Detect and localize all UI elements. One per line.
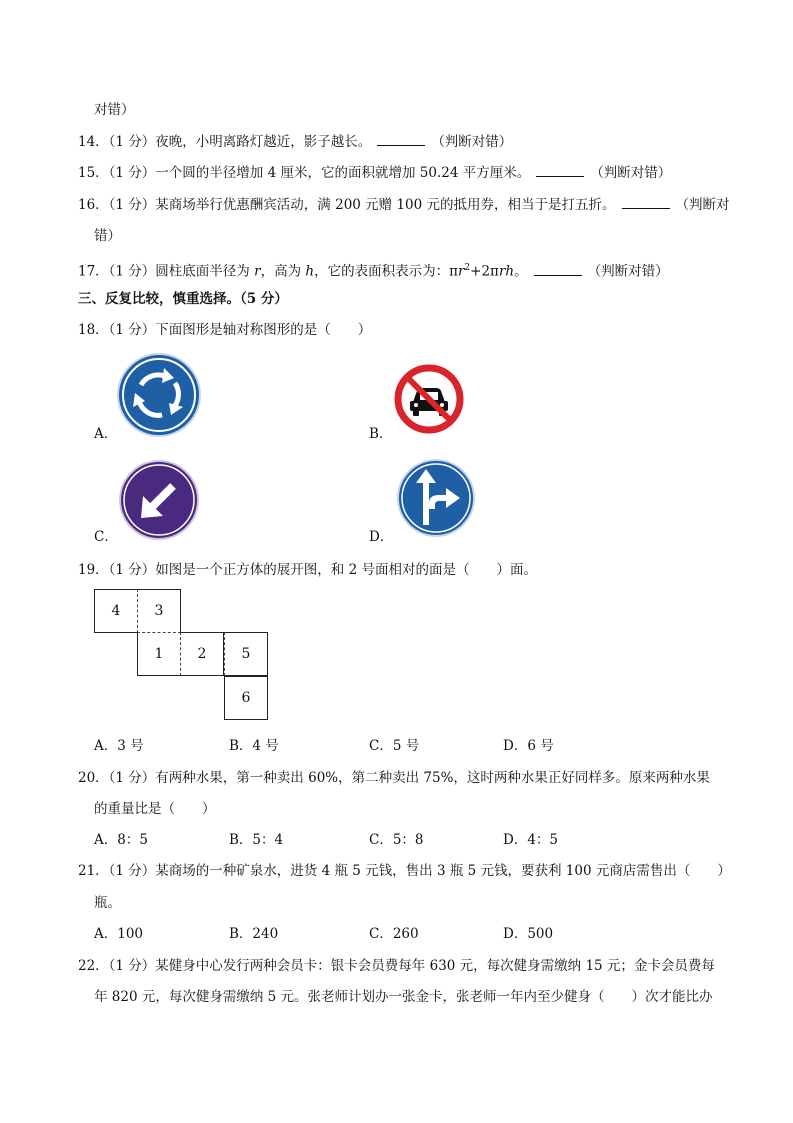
q21-option-c[interactable]: C．260 [369, 926, 419, 942]
q21-option-b[interactable]: B．240 [229, 926, 279, 942]
q17-text-mid1: ，高为 [260, 263, 306, 280]
question-20-line2: 的重量比是（ ） [94, 801, 216, 817]
q19-option-d[interactable]: D．6 号 [503, 738, 554, 754]
question-17 [78, 259, 669, 281]
q18-option-d[interactable]: D． [369, 529, 394, 545]
q17-text: 17．（1 分）圆柱底面半径为 [78, 263, 255, 280]
q20-option-c[interactable]: C．5：8 [369, 832, 424, 848]
q18-option-c[interactable]: C． [94, 529, 118, 545]
net-face-5: 5 [224, 632, 268, 676]
q14-suffix: （判断对错） [431, 134, 513, 150]
q21-option-d[interactable]: D．500 [503, 926, 554, 942]
net-face-6: 6 [224, 676, 268, 720]
q17-plus: +2π [470, 263, 499, 280]
q17-var-h: h [305, 263, 315, 280]
q14-text: 14．（1 分）夜晚，小明离路灯越近，影子越长。 [78, 134, 372, 150]
question-15 [78, 164, 671, 182]
question-16 [78, 196, 730, 214]
q19-option-c[interactable]: C．5 号 [369, 738, 420, 754]
question-14 [78, 133, 512, 151]
q16-answer-blank[interactable] [622, 196, 670, 209]
net-face-4: 4 [94, 589, 138, 633]
q17-var-r: r [254, 263, 261, 280]
roundabout-sign-icon [117, 353, 201, 441]
keep-left-arrow-sign-icon [119, 460, 199, 544]
q17-suffix: （判断对错） [587, 263, 669, 280]
net-face-1: 1 [137, 632, 181, 676]
q16-text: 16．（1 分）某商场举行优惠酬宾活动，满 200 元赠 100 元的抵用券，相当于是打五折。 [78, 197, 616, 213]
q15-answer-blank[interactable] [536, 164, 584, 177]
question-18: 18．（1 分）下面图形是轴对称图形的是（ ） [78, 322, 372, 338]
no-cars-sign-icon [394, 364, 464, 438]
question-21-line1: 21．（1 分）某商场的一种矿泉水，进货 4 瓶 5 元钱，售出 3 瓶 5 元钱，要获利 100 元商店需售出（ ） [78, 863, 731, 879]
question-19: 19．（1 分）如图是一个正方体的展开图，和 2 号面相对的面是（ ）面。 [78, 562, 537, 578]
q18-option-b[interactable]: B． [369, 426, 393, 442]
q17-var-r2: r [457, 263, 465, 280]
section-3-heading: 三、反复比较，慎重选择。（5 分） [78, 291, 288, 307]
question-22-line2: 年 820 元，每次健身需缴纳 5 元。张老师计划办一张金卡，张老师一年内至少健身（ ）次才能比办 [94, 989, 713, 1005]
q17-var-rh: rh [498, 263, 515, 280]
q21-option-a[interactable]: A．100 [94, 926, 144, 942]
net-face-3: 3 [137, 589, 181, 633]
q16-suffix: （判断对 [675, 197, 730, 213]
q17-exponent: 2 [464, 263, 471, 273]
q17-text-mid2: ，它的表面积表示为：π [314, 263, 458, 280]
q13-tail: 对错） [94, 102, 135, 118]
q18-option-a[interactable]: A． [94, 426, 118, 442]
q14-answer-blank[interactable] [377, 133, 425, 146]
net-face-2: 2 [180, 632, 224, 676]
q15-suffix: （判断对错） [590, 165, 672, 181]
q15-text: 15．（1 分）一个圆的半径增加 4 厘米，它的面积就增加 50.24 平方厘米。 [78, 165, 531, 181]
q17-period: 。 [514, 263, 528, 280]
question-22-line1: 22．（1 分）某健身中心发行两种会员卡：银卡会员费每年 630 元，每次健身需缴纳 15 元；金卡会员费每 [78, 958, 715, 974]
q16-tail: 错） [94, 228, 121, 244]
q20-option-b[interactable]: B．5：4 [229, 832, 284, 848]
question-20-line1: 20．（1 分）有两种水果，第一种卖出 60%，第二种卖出 75%，这时两种水果正好同样多。原来两种水果 [78, 770, 710, 786]
q19-option-b[interactable]: B．4 号 [229, 738, 279, 754]
straight-or-right-sign-icon [397, 459, 475, 541]
q17-answer-blank[interactable] [534, 263, 582, 276]
q19-option-a[interactable]: A．3 号 [94, 738, 144, 754]
question-21-line2: 瓶。 [94, 895, 121, 911]
q20-option-d[interactable]: D．4：5 [503, 832, 559, 848]
q20-option-a[interactable]: A．8：5 [94, 832, 148, 848]
